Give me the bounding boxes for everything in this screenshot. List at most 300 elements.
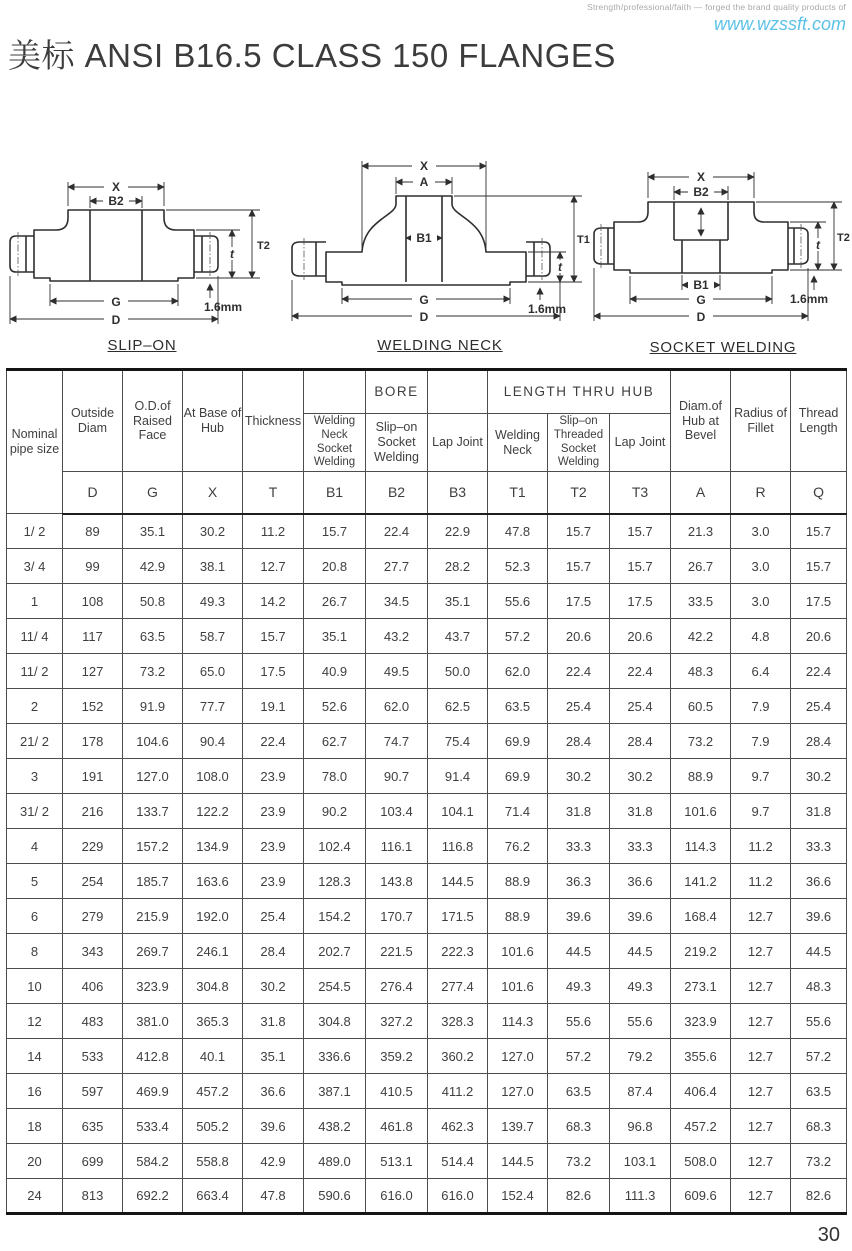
col-header-slip-on-socket-welding: Slip–on Socket Welding [366, 414, 428, 472]
cell: 410.5 [366, 1074, 428, 1109]
cell: 26.7 [304, 584, 366, 619]
cell: 73.2 [791, 1144, 847, 1179]
cell: 15.7 [304, 514, 366, 549]
letter-t1: T1 [488, 472, 548, 514]
cell: 15.7 [791, 514, 847, 549]
cell: 323.9 [671, 1004, 731, 1039]
cell: 24 [7, 1179, 63, 1214]
cell: 90.4 [183, 724, 243, 759]
cell: 8 [7, 934, 63, 969]
cell: 25.4 [791, 689, 847, 724]
cell: 117 [63, 619, 123, 654]
table-row [7, 689, 847, 724]
table-row [7, 759, 847, 794]
cell: 31.8 [791, 794, 847, 829]
cell: 101.6 [488, 969, 548, 1004]
cell: 47.8 [488, 514, 548, 549]
cell: 2 [7, 689, 63, 724]
cell: 39.6 [610, 899, 671, 934]
cell: 4.8 [731, 619, 791, 654]
cell: 43.7 [428, 619, 488, 654]
svg-text:X: X [696, 170, 706, 184]
col-header-at-base-of-hub: At Base of Hub [183, 370, 243, 472]
table-row [7, 934, 847, 969]
cell: 17.5 [548, 584, 610, 619]
cell: 157.2 [123, 829, 183, 864]
cell: 31.8 [610, 794, 671, 829]
cell: 63.5 [488, 689, 548, 724]
col-header-diam-hub-bevel: Diam.of Hub at Bevel [671, 370, 731, 472]
cell: 71.4 [488, 794, 548, 829]
letter-q: Q [791, 472, 847, 514]
cell: 276.4 [366, 969, 428, 1004]
group-header-empty-b3 [428, 370, 488, 414]
cell: 49.5 [366, 654, 428, 689]
cell: 514.4 [428, 1144, 488, 1179]
cell: 185.7 [123, 864, 183, 899]
cell: 96.8 [610, 1109, 671, 1144]
cell: 323.9 [123, 969, 183, 1004]
cell: 39.6 [791, 899, 847, 934]
cell: 533 [63, 1039, 123, 1074]
cell: 30.2 [183, 514, 243, 549]
cell: 35.1 [428, 584, 488, 619]
cell: 12.7 [731, 934, 791, 969]
cell: 50.8 [123, 584, 183, 619]
cell: 31/ 2 [7, 794, 63, 829]
cell: 10 [7, 969, 63, 1004]
col-header-welding-neck: Welding Neck [488, 414, 548, 472]
cell: 23.9 [243, 829, 304, 864]
cell: 108.0 [183, 759, 243, 794]
slip-on-figure [6, 170, 278, 354]
page-title: 美标 ANSI B16.5 CLASS 150 FLANGES [8, 37, 616, 74]
cell: 461.8 [366, 1109, 428, 1144]
cell: 35.1 [123, 514, 183, 549]
cell: 360.2 [428, 1039, 488, 1074]
col-header-thread-length: Thread Length [791, 370, 847, 472]
cell: 438.2 [304, 1109, 366, 1144]
welding-neck-drawing [288, 158, 592, 330]
cell: 68.3 [791, 1109, 847, 1144]
cell: 16 [7, 1074, 63, 1109]
cell: 355.6 [671, 1039, 731, 1074]
cell: 597 [63, 1074, 123, 1109]
cell: 57.2 [548, 1039, 610, 1074]
cell: 584.2 [123, 1144, 183, 1179]
cell: 12.7 [731, 1004, 791, 1039]
cell: 462.3 [428, 1109, 488, 1144]
cell: 103.4 [366, 794, 428, 829]
dim-t2 [756, 202, 850, 270]
cell: 36.6 [610, 864, 671, 899]
cell: 12.7 [731, 899, 791, 934]
cell: 30.2 [243, 969, 304, 1004]
cell: 90.2 [304, 794, 366, 829]
letter-t3: T3 [610, 472, 671, 514]
table-body [7, 514, 847, 1214]
cell: 18 [7, 1109, 63, 1144]
letter-b1: B1 [304, 472, 366, 514]
cell: 87.4 [610, 1074, 671, 1109]
cell: 533.4 [123, 1109, 183, 1144]
cell: 11/ 2 [7, 654, 63, 689]
cell: 40.9 [304, 654, 366, 689]
cell: 406.4 [671, 1074, 731, 1109]
table-row [7, 864, 847, 899]
cell: 44.5 [548, 934, 610, 969]
cell: 90.7 [366, 759, 428, 794]
cell: 82.6 [791, 1179, 847, 1214]
cell: 171.5 [428, 899, 488, 934]
cell: 219.2 [671, 934, 731, 969]
svg-text:B2: B2 [693, 185, 709, 199]
cell: 104.1 [428, 794, 488, 829]
header-website-link[interactable]: www.wzssft.com [713, 14, 846, 34]
cell: 22.4 [548, 654, 610, 689]
cell: 9.7 [731, 759, 791, 794]
cell: 42.2 [671, 619, 731, 654]
table-row [7, 549, 847, 584]
cell: 102.4 [304, 829, 366, 864]
dimension-table [6, 368, 847, 1215]
cell: 12 [7, 1004, 63, 1039]
cell: 143.8 [366, 864, 428, 899]
col-header-thickness: Thickness [243, 370, 304, 472]
col-header-outside-diam: Outside Diam [63, 370, 123, 472]
cell: 5 [7, 864, 63, 899]
table-row [7, 1004, 847, 1039]
cell: 44.5 [610, 934, 671, 969]
table-row [7, 829, 847, 864]
cell: 79.2 [610, 1039, 671, 1074]
cell: 28.4 [610, 724, 671, 759]
cell: 15.7 [610, 514, 671, 549]
cell: 57.2 [791, 1039, 847, 1074]
cell: 359.2 [366, 1039, 428, 1074]
flange-outline [10, 210, 218, 281]
dim-g [50, 284, 178, 309]
cell: 55.6 [488, 584, 548, 619]
cell: 22.9 [428, 514, 488, 549]
cell: 178 [63, 724, 123, 759]
cell: 336.6 [304, 1039, 366, 1074]
cell: 78.0 [304, 759, 366, 794]
cell: 127 [63, 654, 123, 689]
cell: 127.0 [488, 1074, 548, 1109]
flange-outline [594, 202, 808, 273]
slip-on-caption: SLIP–ON [107, 337, 177, 354]
cell: 635 [63, 1109, 123, 1144]
cell: 35.1 [243, 1039, 304, 1074]
cell: 55.6 [610, 1004, 671, 1039]
cell: 33.5 [671, 584, 731, 619]
letter-row [7, 472, 847, 514]
cell: 23.9 [243, 759, 304, 794]
svg-text:T2: T2 [837, 232, 850, 244]
cell: 69.9 [488, 759, 548, 794]
cell: 12.7 [731, 1039, 791, 1074]
cell: 101.6 [671, 794, 731, 829]
cell: 222.3 [428, 934, 488, 969]
cell: 17.5 [610, 584, 671, 619]
cell: 365.3 [183, 1004, 243, 1039]
cell: 88.9 [488, 864, 548, 899]
cell: 483 [63, 1004, 123, 1039]
cell: 21/ 2 [7, 724, 63, 759]
cell: 114.3 [488, 1004, 548, 1039]
cell: 101.6 [488, 934, 548, 969]
cell: 36.6 [243, 1074, 304, 1109]
cell: 62.0 [366, 689, 428, 724]
cell: 387.1 [304, 1074, 366, 1109]
cell: 12.7 [731, 969, 791, 1004]
cell: 55.6 [791, 1004, 847, 1039]
cell: 6.4 [731, 654, 791, 689]
cell: 42.9 [243, 1144, 304, 1179]
letter-x: X [183, 472, 243, 514]
cell: 152 [63, 689, 123, 724]
cell: 48.3 [671, 654, 731, 689]
cell: 73.2 [123, 654, 183, 689]
cell: 63.5 [548, 1074, 610, 1109]
letter-b3: B3 [428, 472, 488, 514]
cell: 304.8 [304, 1004, 366, 1039]
svg-text:t: t [230, 247, 234, 261]
svg-text:D: D [696, 310, 706, 324]
cell: 489.0 [304, 1144, 366, 1179]
cell: 108 [63, 584, 123, 619]
cell: 40.1 [183, 1039, 243, 1074]
cell: 14 [7, 1039, 63, 1074]
cell: 68.3 [548, 1109, 610, 1144]
svg-text:G: G [419, 293, 429, 307]
cell: 20.6 [548, 619, 610, 654]
cell: 15.7 [548, 514, 610, 549]
cell: 55.6 [548, 1004, 610, 1039]
cell: 3 [7, 759, 63, 794]
cell: 12.7 [731, 1144, 791, 1179]
cell: 343 [63, 934, 123, 969]
table-row [7, 584, 847, 619]
svg-text:D: D [419, 310, 429, 324]
cell: 20 [7, 1144, 63, 1179]
cell: 139.7 [488, 1109, 548, 1144]
cell: 20.6 [791, 619, 847, 654]
svg-text:X: X [111, 180, 121, 194]
cell: 27.7 [366, 549, 428, 584]
cell: 63.5 [123, 619, 183, 654]
cell: 277.4 [428, 969, 488, 1004]
cell: 122.2 [183, 794, 243, 829]
page-number: 30 [817, 1224, 840, 1246]
table-row [7, 1039, 847, 1074]
cell: 82.6 [548, 1179, 610, 1214]
cell: 505.2 [183, 1109, 243, 1144]
cell: 15.7 [243, 619, 304, 654]
cell: 192.0 [183, 899, 243, 934]
letter-t: T [243, 472, 304, 514]
cell: 328.3 [428, 1004, 488, 1039]
cell: 457.2 [671, 1109, 731, 1144]
cell: 28.4 [243, 934, 304, 969]
col-header-nominal: Nominal pipe size [7, 370, 63, 514]
cell: 58.7 [183, 619, 243, 654]
cell: 36.6 [791, 864, 847, 899]
cell: 34.5 [366, 584, 428, 619]
cell: 12.7 [731, 1074, 791, 1109]
cell: 33.3 [791, 829, 847, 864]
cell: 12.7 [731, 1179, 791, 1214]
table-header [7, 370, 847, 514]
cell: 381.0 [123, 1004, 183, 1039]
col-header-od-raised-face: O.D.of Raised Face [123, 370, 183, 472]
welding-neck-figure [288, 158, 592, 354]
cell: 23.9 [243, 794, 304, 829]
cell: 25.4 [548, 689, 610, 724]
dim-g [342, 288, 510, 307]
cell: 104.6 [123, 724, 183, 759]
cell: 19.1 [243, 689, 304, 724]
cell: 48.3 [791, 969, 847, 1004]
group-header-length-thru-hub: LENGTH THRU HUB [488, 370, 671, 414]
cell: 77.7 [183, 689, 243, 724]
cell: 99 [63, 549, 123, 584]
cell: 14.2 [243, 584, 304, 619]
svg-text:1.6mm: 1.6mm [528, 302, 567, 316]
cell: 229 [63, 829, 123, 864]
cell: 216 [63, 794, 123, 829]
svg-text:t: t [816, 238, 820, 252]
cell: 3.0 [731, 549, 791, 584]
cell: 39.6 [548, 899, 610, 934]
dim-a [396, 175, 452, 194]
letter-a: A [671, 472, 731, 514]
col-header-welding-neck-socket-welding: Welding Neck Socket Welding [304, 414, 366, 472]
table-row [7, 1074, 847, 1109]
cell: 30.2 [548, 759, 610, 794]
cell: 11.2 [731, 829, 791, 864]
cell: 254 [63, 864, 123, 899]
cell: 15.7 [791, 549, 847, 584]
cell: 26.7 [671, 549, 731, 584]
cell: 412.8 [123, 1039, 183, 1074]
cell: 616.0 [366, 1179, 428, 1214]
cell: 168.4 [671, 899, 731, 934]
group-header-bore: BORE [366, 370, 428, 414]
cell: 36.3 [548, 864, 610, 899]
cell: 170.7 [366, 899, 428, 934]
table-row [7, 899, 847, 934]
cell: 49.3 [548, 969, 610, 1004]
cell: 111.3 [610, 1179, 671, 1214]
cell: 88.9 [488, 899, 548, 934]
cell: 9.7 [731, 794, 791, 829]
cell: 74.7 [366, 724, 428, 759]
cell: 57.2 [488, 619, 548, 654]
socket-welding-caption: SOCKET WELDING [649, 339, 797, 356]
cell: 22.4 [610, 654, 671, 689]
cell: 692.2 [123, 1179, 183, 1214]
table-row [7, 1144, 847, 1179]
cell: 609.6 [671, 1179, 731, 1214]
cell: 11.2 [731, 864, 791, 899]
cell: 35.1 [304, 619, 366, 654]
cell: 62.0 [488, 654, 548, 689]
letter-d: D [63, 472, 123, 514]
cell: 141.2 [671, 864, 731, 899]
cell: 17.5 [791, 584, 847, 619]
table-row [7, 724, 847, 759]
cell: 25.4 [243, 899, 304, 934]
col-header-radius-fillet: Radius of Fillet [731, 370, 791, 472]
cell: 127.0 [488, 1039, 548, 1074]
cell: 144.5 [488, 1144, 548, 1179]
cell: 116.8 [428, 829, 488, 864]
cell: 7.9 [731, 689, 791, 724]
table-row [7, 794, 847, 829]
page-header [587, 2, 846, 35]
cell: 3/ 4 [7, 549, 63, 584]
table-row [7, 1179, 847, 1214]
cell: 43.2 [366, 619, 428, 654]
cell: 134.9 [183, 829, 243, 864]
svg-text:G: G [111, 295, 121, 309]
cell: 22.4 [243, 724, 304, 759]
cell: 49.3 [183, 584, 243, 619]
table-row [7, 1109, 847, 1144]
cell: 457.2 [183, 1074, 243, 1109]
cell: 663.4 [183, 1179, 243, 1214]
cell: 406 [63, 969, 123, 1004]
cell: 813 [63, 1179, 123, 1214]
header-tagline: Strength/professional/faith — forged the brand quality products of [587, 2, 846, 12]
col-header-slip-on-threaded-socket-welding: Slip–on Threaded Socket Welding [548, 414, 610, 472]
col-header-lap-joint-t3: Lap Joint [610, 414, 671, 472]
cell: 1/ 2 [7, 514, 63, 549]
cell: 31.8 [548, 794, 610, 829]
cell: 15.7 [548, 549, 610, 584]
cell: 11/ 4 [7, 619, 63, 654]
cell: 20.6 [610, 619, 671, 654]
svg-text:T1: T1 [577, 234, 590, 246]
cell: 12.7 [731, 1109, 791, 1144]
cell: 28.4 [791, 724, 847, 759]
table-row [7, 514, 847, 549]
cell: 327.2 [366, 1004, 428, 1039]
cell: 65.0 [183, 654, 243, 689]
cell: 128.3 [304, 864, 366, 899]
cell: 20.8 [304, 549, 366, 584]
cell: 469.9 [123, 1074, 183, 1109]
table-row [7, 619, 847, 654]
svg-text:T2: T2 [257, 240, 270, 252]
cell: 62.7 [304, 724, 366, 759]
cell: 38.1 [183, 549, 243, 584]
cell: 133.7 [123, 794, 183, 829]
cell: 39.6 [243, 1109, 304, 1144]
cell: 60.5 [671, 689, 731, 724]
cell: 154.2 [304, 899, 366, 934]
cell: 254.5 [304, 969, 366, 1004]
cell: 116.1 [366, 829, 428, 864]
socket-welding-drawing [592, 164, 852, 332]
letter-g: G [123, 472, 183, 514]
cell: 304.8 [183, 969, 243, 1004]
cell: 6 [7, 899, 63, 934]
cell: 76.2 [488, 829, 548, 864]
cell: 33.3 [548, 829, 610, 864]
